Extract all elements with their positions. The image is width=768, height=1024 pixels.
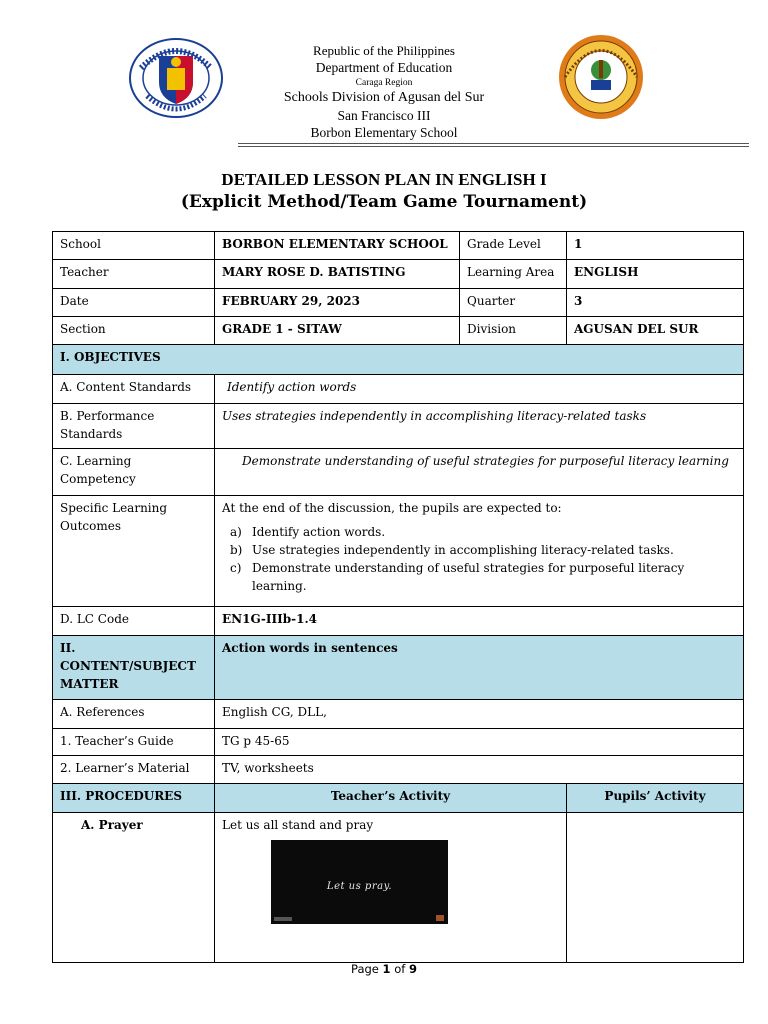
date-label: Date — [53, 289, 215, 317]
learning-outcomes-row — [53, 496, 744, 607]
references-value: English CG, DLL, — [215, 700, 744, 729]
references-label: A. References — [53, 700, 215, 729]
list-marker: a) — [230, 525, 242, 539]
learning-area-label: Learning Area — [460, 260, 567, 289]
header-school: Borbon Elementary School — [310, 125, 458, 140]
learning-outcomes-label: Specific Learning Outcomes — [53, 496, 215, 607]
header-department: Department of Education — [315, 60, 453, 75]
lesson-plan-table — [52, 231, 744, 963]
lc-code-value: EN1G-IIIb-1.4 — [215, 607, 744, 636]
learning-area-value: ENGLISH — [567, 260, 744, 289]
content-heading: II. CONTENT/SUBJECT MATTER — [53, 636, 215, 700]
prayer-teacher-text: Let us all stand and pray — [222, 818, 374, 832]
performance-standards-row — [53, 404, 744, 449]
prayer-label: A. Prayer — [53, 813, 215, 963]
list-item-text: Demonstrate understanding of useful strategies for purposeful literacy learning. — [252, 561, 685, 593]
video-caption: Let us pray. — [326, 881, 393, 892]
footer-of: of — [390, 962, 409, 976]
document-subtitle: (Explicit Method/Team Game Tournament) — [180, 192, 588, 212]
content-standards-label: A. Content Standards — [53, 375, 215, 404]
lc-code-row — [53, 607, 744, 636]
prayer-row — [53, 813, 744, 963]
teachers-guide-value: TG p 45-65 — [215, 729, 744, 756]
objectives-heading: I. OBJECTIVES — [53, 345, 744, 375]
date-value: FEBRUARY 29, 2023 — [215, 289, 460, 317]
learning-outcomes-cell — [215, 496, 744, 607]
section-value: GRADE 1 - SITAW — [215, 317, 460, 345]
document-title: DETAILED LESSON PLAN IN ENGLISH I — [221, 170, 547, 189]
learning-competency-row — [53, 449, 744, 496]
quarter-label: Quarter — [460, 289, 567, 317]
info-row-date — [53, 289, 744, 317]
list-item-text: Identify action words. — [252, 525, 386, 539]
list-item — [230, 559, 736, 595]
procedures-heading-row — [53, 784, 744, 813]
footer-page-total: 9 — [408, 962, 417, 976]
learning-outcomes-list — [222, 523, 736, 595]
content-standards-value: Identify action words — [215, 375, 744, 404]
content-standards-row — [53, 375, 744, 404]
list-item-text: Use strategies independently in accomplishing literacy-related tasks. — [252, 543, 674, 557]
footer-prefix: Page — [351, 962, 383, 976]
video-control-bar[interactable] — [274, 917, 292, 921]
grade-level-label: Grade Level — [460, 232, 567, 260]
lc-code-label: D. LC Code — [53, 607, 215, 636]
list-marker: b) — [230, 543, 243, 557]
procedures-heading: III. PROCEDURES — [53, 784, 215, 813]
info-row-section — [53, 317, 744, 345]
objectives-heading-row — [53, 345, 744, 375]
learning-competency-label: C. Learning Competency — [53, 449, 215, 496]
header-region: Caraga Region — [355, 78, 413, 88]
page-footer — [0, 962, 768, 976]
references-row — [53, 700, 744, 729]
division-value: AGUSAN DEL SUR — [567, 317, 744, 345]
prayer-teacher-cell — [215, 813, 567, 963]
pupils-activity-header: Pupils’ Activity — [567, 784, 744, 813]
learning-competency-value: Demonstrate understanding of useful strategies for purposeful literacy learning — [215, 449, 744, 496]
school-value: BORBON ELEMENTARY SCHOOL — [215, 232, 460, 260]
school-label: School — [53, 232, 215, 260]
teachers-guide-row — [53, 729, 744, 756]
header-republic: Republic of the Philippines — [313, 43, 455, 58]
prayer-pupils-cell — [567, 813, 744, 963]
learners-material-label: 2. Learner’s Material — [53, 756, 215, 784]
content-heading-row — [53, 636, 744, 700]
prayer-video-thumbnail[interactable] — [271, 840, 448, 924]
header-division: Schools Division of Agusan del Sur — [283, 90, 485, 105]
info-row-teacher — [53, 260, 744, 289]
division-label: Division — [460, 317, 567, 345]
content-topic: Action words in sentences — [215, 636, 744, 700]
header-divider — [238, 143, 749, 144]
quarter-value: 3 — [567, 289, 744, 317]
learners-material-value: TV, worksheets — [215, 756, 744, 784]
list-marker: c) — [230, 561, 242, 575]
teacher-value: MARY ROSE D. BATISTING — [215, 260, 460, 289]
video-fullscreen-icon[interactable] — [436, 915, 444, 921]
footer-page-number: 1 — [382, 962, 391, 976]
list-item — [230, 523, 736, 541]
learning-outcomes-intro: At the end of the discussion, the pupils are expected to: — [222, 501, 562, 515]
section-label: Section — [53, 317, 215, 345]
performance-standards-value: Uses strategies independently in accomplishing literacy-related tasks — [215, 404, 744, 449]
header-divider-thin — [238, 146, 749, 147]
performance-standards-label: B. Performance Standards — [53, 404, 215, 449]
teacher-activity-header: Teacher’s Activity — [215, 784, 567, 813]
header-district: San Francisco III — [337, 108, 431, 123]
teachers-guide-label: 1. Teacher’s Guide — [53, 729, 215, 756]
teacher-label: Teacher — [53, 260, 215, 289]
learners-material-row — [53, 756, 744, 784]
info-row-school — [53, 232, 744, 260]
grade-level-value: 1 — [567, 232, 744, 260]
list-item — [230, 541, 736, 559]
